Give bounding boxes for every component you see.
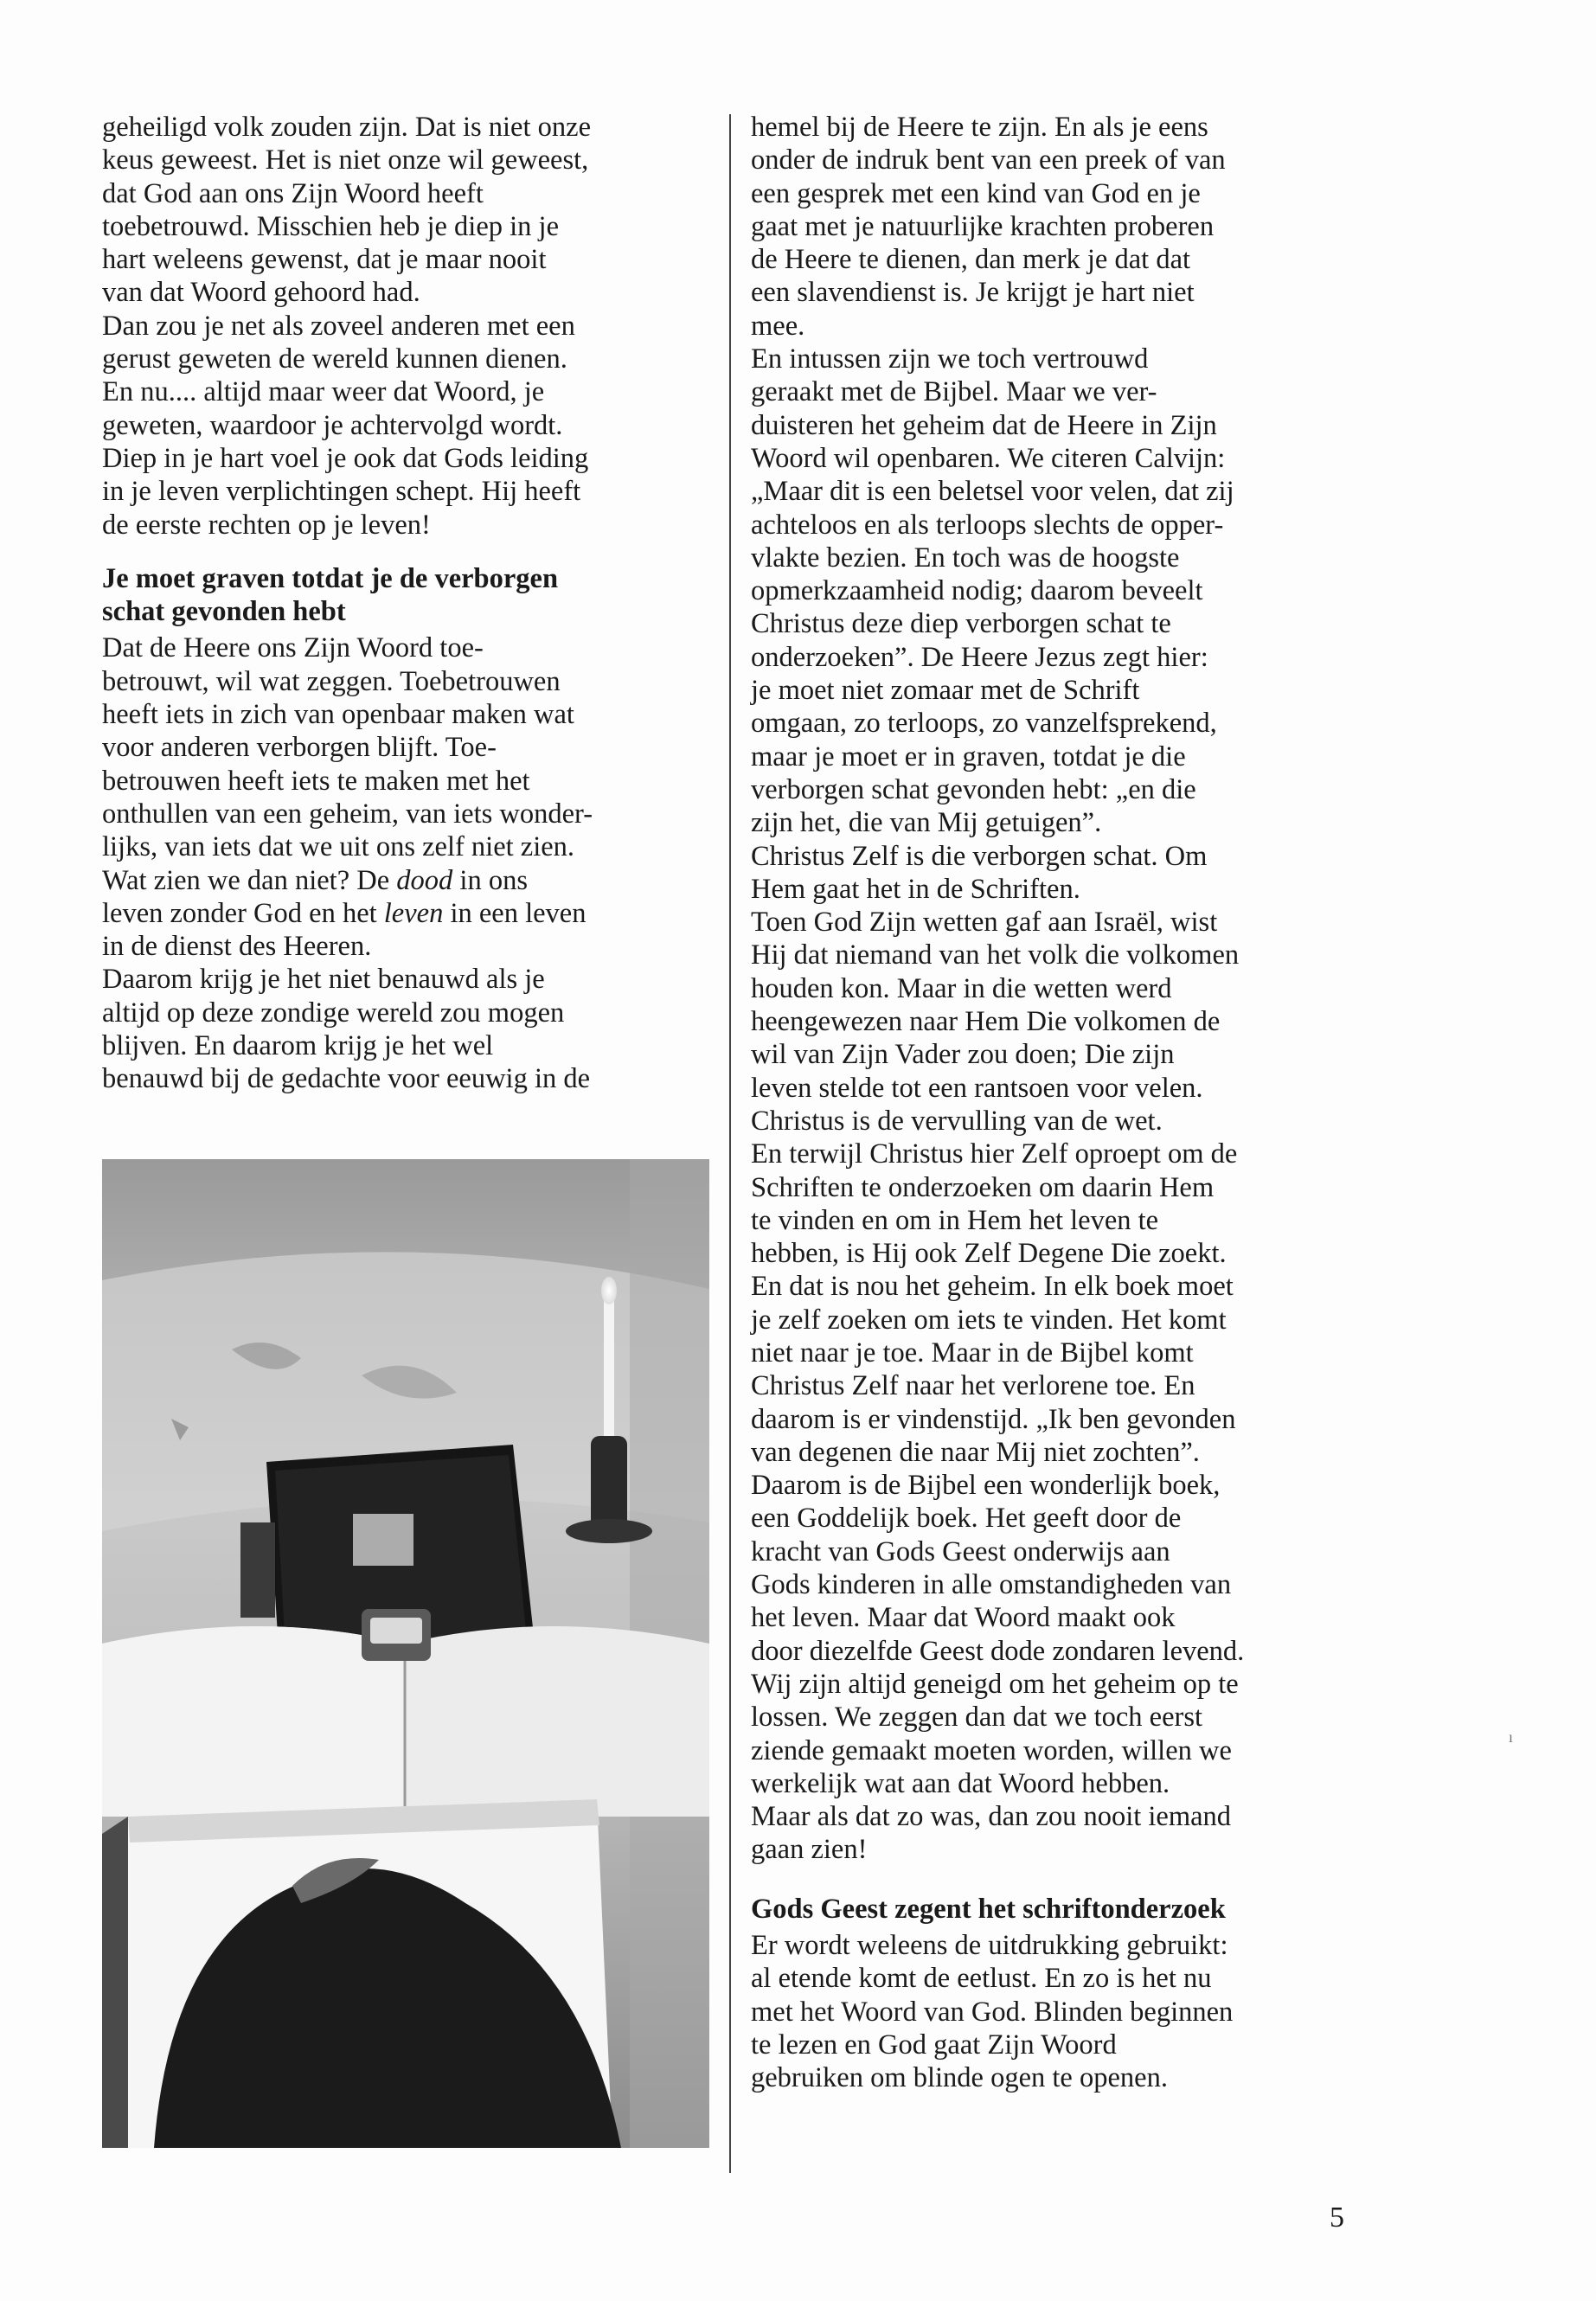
text-line: het leven. Maar dat Woord maakt ook [751, 1602, 1176, 1634]
text-line [102, 864, 708, 897]
left-paragraph-2 [102, 310, 708, 376]
text-line: Hem gaat het in de Schriften. [751, 873, 1080, 905]
left-paragraph-1 [102, 111, 708, 310]
text-line: heeft iets in zich van openbaar maken wat [102, 699, 574, 731]
text-run: in ons [452, 864, 528, 896]
text-line: gaat met je natuurlijke krachten proberen [751, 210, 1215, 242]
text-line: je moet niet zomaar met de Schrift [751, 675, 1140, 707]
text-line: te lezen en God gaat Zijn Woord [751, 2029, 1117, 2061]
text-line: hebben, is Hij ook Zelf Degene Die zoekt. [751, 1238, 1227, 1270]
text-line: de eerste rechten op je leven! [102, 509, 431, 541]
text-line: Christus deze diep verborgen schat te [751, 608, 1171, 640]
text-line: leven stelde tot een rantsoen voor velen. [751, 1072, 1203, 1104]
text-line: betrouwen heeft iets te maken met het [102, 765, 530, 797]
text-line: „Maar dit is een beletsel voor velen, dat zij [751, 476, 1234, 508]
text-line: een Goddelijk boek. Het geeft door de [751, 1503, 1182, 1535]
text-line: gaan zien! [751, 1834, 868, 1866]
text-line: benauwd bij de gedachte voor eeuwig in de [102, 1063, 591, 1095]
italic-word: dood [396, 864, 453, 896]
section-heading: Gods Geest zegent het schriftonderzoek [751, 1893, 1226, 1925]
section-heading [102, 562, 708, 629]
page-number: 5 [1330, 2202, 1344, 2234]
heading-line: schat gevonden hebt [102, 596, 346, 628]
text-line: in je leven verplichtingen schept. Hij heeft [102, 476, 581, 508]
text-line: de Heere te dienen, dan merk je dat dat [751, 244, 1191, 276]
text-line: Schriften te onderzoeken om daarin Hem [751, 1171, 1215, 1203]
text-line: toebetrouwd. Misschien heb je diep in je [102, 210, 559, 242]
right-paragraph-6 [751, 1929, 1382, 2094]
left-paragraph-5 [102, 963, 708, 1095]
text-line: geheiligd volk zouden zijn. Dat is niet onze [102, 112, 591, 143]
right-paragraph-1 [751, 111, 1382, 343]
left-paragraph-4 [102, 631, 708, 963]
text-line: heengewezen naar Hem Die volkomen de [751, 1006, 1221, 1038]
text-line: met het Woord van God. Blinden beginnen [751, 1996, 1234, 2028]
text-line: Diep in je hart voel je ook dat Gods leiding [102, 442, 589, 474]
text-line: wil van Zijn Vader zou doen; Die zijn [751, 1039, 1175, 1071]
right-paragraph-5 [751, 1138, 1382, 1867]
text-line: En intussen zijn we toch vertrouwd [751, 343, 1149, 375]
text-line: door diezelfde Geest dode zondaren levend. [751, 1635, 1245, 1667]
text-line: hart weleens gewenst, dat je maar nooit [102, 244, 547, 276]
text-line: je zelf zoeken om iets te vinden. Het komt [751, 1304, 1227, 1336]
text-line: blijven. En daarom krijg je het wel [102, 1030, 494, 1062]
text-line: Woord wil openbaren. We citeren Calvijn: [751, 442, 1226, 474]
text-line: verborgen schat gevonden hebt: „en die [751, 773, 1196, 805]
text-line: Daarom is de Bijbel een wonderlijk boek, [751, 1470, 1221, 1502]
text-line: Christus is de vervulling van de wet. [751, 1105, 1163, 1137]
text-line: een gesprek met een kind van God en je [751, 177, 1201, 209]
text-line: Wij zijn altijd geneigd om het geheim op te [751, 1668, 1239, 1700]
left-column [102, 111, 708, 1096]
bible-candle-photo [102, 1159, 709, 2148]
text-line: Daarom krijg je het niet benauwd als je [102, 964, 545, 996]
margin-mark: ı [1509, 1728, 1514, 1746]
text-line: daarom is er vindenstijd. „Ik ben gevonden [751, 1403, 1236, 1435]
text-line: maar je moet er in graven, totdat je die [751, 740, 1186, 772]
text-line: betrouwt, wil wat zeggen. Toebetrouwen [102, 665, 561, 697]
text-line: onderzoeken”. De Heere Jezus zegt hier: [751, 641, 1208, 673]
text-line: Maar als dat zo was, dan zou nooit iemand [751, 1801, 1232, 1833]
text-line: gerust geweten de wereld kunnen dienen. [102, 343, 567, 375]
text-line: van dat Woord gehoord had. [102, 277, 420, 309]
text-line: mee. [751, 310, 805, 342]
text-run: in een leven [443, 897, 586, 929]
text-line: geraakt met de Bijbel. Maar we ver- [751, 376, 1157, 408]
left-paragraph-3 [102, 375, 708, 541]
text-line: omgaan, zo terloops, zo vanzelfsprekend, [751, 708, 1217, 740]
text-line: lijks, van iets dat we uit ons zelf niet zien. [102, 831, 575, 863]
text-line: onder de indruk bent van een preek of van [751, 144, 1226, 176]
text-line: kracht van Gods Geest onderwijs aan [751, 1535, 1170, 1567]
text-line: zijn het, die van Mij getuigen”. [751, 807, 1102, 839]
text-line: voor anderen verborgen blijft. Toe- [102, 732, 497, 764]
text-run: Wat zien we dan niet? De [102, 864, 397, 896]
text-line: houden kon. Maar in die wetten werd [751, 972, 1172, 1004]
text-line: gebruiken om blinde ogen te openen. [751, 2062, 1168, 2094]
text-line: te vinden en om in Hem het leven te [751, 1204, 1159, 1236]
text-line: Hij dat niemand van het volk die volkomen [751, 939, 1240, 971]
text-line: lossen. We zeggen dan dat we toch eerst [751, 1702, 1203, 1734]
text-line: Toen God Zijn wetten gaf aan Israël, wist [751, 907, 1218, 939]
italic-word: leven [383, 897, 444, 929]
text-line: van degenen die naar Mij niet zochten”. [751, 1436, 1200, 1468]
text-line: in de dienst des Heeren. [102, 931, 372, 963]
text-line: keus geweest. Het is niet onze wil geweest, [102, 144, 589, 176]
text-line: achteloos en als terloops slechts de opper- [751, 509, 1224, 541]
text-line: onthullen van een geheim, van iets wonder- [102, 798, 593, 830]
text-line: geweten, waardoor je achtervolgd wordt. [102, 409, 563, 441]
text-line: En dat is nou het geheim. In elk boek moet [751, 1271, 1234, 1303]
text-line [102, 897, 708, 930]
text-line: niet naar je toe. Maar in de Bijbel komt [751, 1336, 1194, 1368]
text-line: Christus Zelf naar het verlorene toe. En [751, 1370, 1195, 1402]
text-line: Dan zou je net als zoveel anderen met een [102, 310, 575, 342]
text-line: Gods kinderen in alle omstandigheden van [751, 1569, 1232, 1601]
text-line: En nu.... altijd maar weer dat Woord, je [102, 376, 545, 408]
text-line: Dat de Heere ons Zijn Woord toe- [102, 632, 484, 664]
right-column [751, 111, 1382, 2095]
right-paragraph-2 [751, 343, 1382, 839]
column-divider [729, 114, 731, 2173]
text-line: ziende gemaakt moeten worden, willen we [751, 1734, 1232, 1766]
text-line: vlakte bezien. En toch was de hoogste [751, 542, 1180, 574]
text-line: duisteren het geheim dat de Heere in Zijn [751, 409, 1217, 441]
text-line: Christus Zelf is die verborgen schat. Om [751, 840, 1208, 872]
text-line: al etende komt de eetlust. En zo is het nu [751, 1963, 1212, 1995]
heading-line: Je moet graven totdat je de verborgen [102, 562, 559, 594]
text-line: hemel bij de Heere te zijn. En als je eens [751, 112, 1208, 143]
text-line: dat God aan ons Zijn Woord heeft [102, 177, 484, 209]
right-paragraph-3 [751, 840, 1382, 907]
text-line: een slavendienst is. Je krijgt je hart niet [751, 277, 1195, 309]
text-line: En terwijl Christus hier Zelf oproept om de [751, 1138, 1238, 1170]
text-line: opmerkzaamheid nodig; daarom beveelt [751, 575, 1203, 607]
text-run: leven zonder God en het [102, 897, 384, 929]
text-line: altijd op deze zondige wereld zou mogen [102, 997, 565, 1029]
text-line: Er wordt weleens de uitdrukking gebruikt: [751, 1930, 1228, 1962]
right-paragraph-4 [751, 906, 1382, 1138]
text-line: werkelijk wat aan dat Woord hebben. [751, 1767, 1170, 1799]
